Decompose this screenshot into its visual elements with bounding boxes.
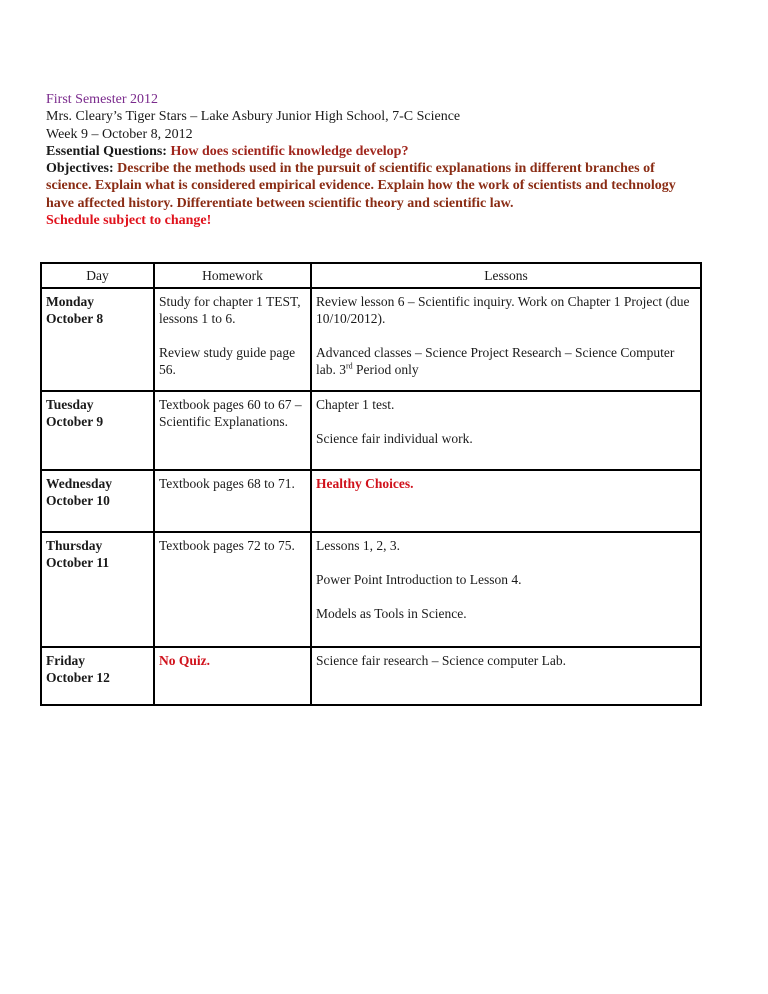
lesson-item: Healthy Choices. (316, 476, 414, 491)
schedule-table (40, 262, 702, 706)
lesson-item: Lessons 1, 2, 3. (316, 538, 400, 553)
day-date: October 8 (46, 311, 104, 326)
lesson-item: Models as Tools in Science. (316, 606, 467, 621)
week-line: Week 9 – October 8, 2012 (46, 126, 193, 142)
day-name: Tuesday (46, 397, 94, 412)
lessons-cell (311, 532, 701, 647)
table-row (41, 391, 701, 470)
document-header (46, 91, 686, 229)
schedule-note: Schedule subject to change! (46, 213, 212, 229)
lessons-cell (311, 647, 701, 705)
table-row (41, 532, 701, 647)
lessons-cell (311, 288, 701, 391)
lessons-cell (311, 470, 701, 532)
homework-cell (154, 391, 311, 470)
homework-item: Textbook pages 60 to 67 – Scientific Explanations. (159, 397, 302, 429)
day-cell (41, 470, 154, 532)
day-cell (41, 647, 154, 705)
essential-label: Essential Questions: (46, 143, 167, 159)
lesson-item (316, 344, 696, 378)
day-cell (41, 532, 154, 647)
day-date: October 10 (46, 493, 110, 508)
homework-cell (154, 647, 311, 705)
lesson-text-tail: Period only (352, 362, 419, 377)
lesson-item: Chapter 1 test. (316, 397, 395, 412)
header-homework: Homework (154, 263, 311, 288)
table-row (41, 288, 701, 391)
day-cell (41, 288, 154, 391)
semester-title: First Semester 2012 (46, 92, 158, 107)
day-name: Thursday (46, 538, 103, 553)
essential-questions (46, 143, 686, 160)
lesson-item: Review lesson 6 – Scientific inquiry. Work on Chapter 1 Project (due 10/10/2012). (316, 294, 690, 326)
lessons-cell (311, 391, 701, 470)
objectives-text: Describe the methods used in the pursuit of scientific explanations in different branches of science. Explain what is considered empirical evidence. Explain how the work of scientists and technology have affected history. Differentiate between scientific theory and scientific law. (46, 161, 676, 211)
essential-text: How does scientific knowledge develop? (170, 143, 409, 159)
homework-item: No Quiz. (159, 653, 211, 668)
homework-cell (154, 288, 311, 391)
homework-item: Review study guide page 56. (159, 345, 296, 377)
homework-item: Textbook pages 68 to 71. (159, 476, 295, 491)
lesson-item: Science fair individual work. (316, 431, 473, 446)
superscript-rd: rd (346, 361, 353, 371)
homework-cell (154, 470, 311, 532)
day-name: Friday (46, 653, 85, 668)
lesson-text: Advanced classes – Science Project Research – Science Computer lab. 3 (316, 345, 675, 377)
day-name: Wednesday (46, 476, 113, 491)
day-date: October 9 (46, 414, 104, 429)
homework-cell (154, 532, 311, 647)
day-date: October 12 (46, 670, 110, 685)
day-date: October 11 (46, 555, 110, 570)
table-row (41, 470, 701, 532)
table-header-row (41, 263, 701, 288)
objectives-label: Objectives: (46, 161, 114, 177)
homework-item: Textbook pages 72 to 75. (159, 538, 295, 553)
header-lessons: Lessons (311, 263, 701, 288)
class-line: Mrs. Cleary’s Tiger Stars – Lake Asbury Junior High School, 7-C Science (46, 109, 461, 125)
day-cell (41, 391, 154, 470)
day-name: Monday (46, 294, 95, 309)
lesson-item: Power Point Introduction to Lesson 4. (316, 572, 522, 587)
header-day: Day (41, 263, 154, 288)
homework-item: Study for chapter 1 TEST, lessons 1 to 6. (159, 294, 301, 326)
lesson-item: Science fair research – Science computer Lab. (316, 653, 566, 668)
objectives (46, 160, 686, 212)
table-row (41, 647, 701, 705)
